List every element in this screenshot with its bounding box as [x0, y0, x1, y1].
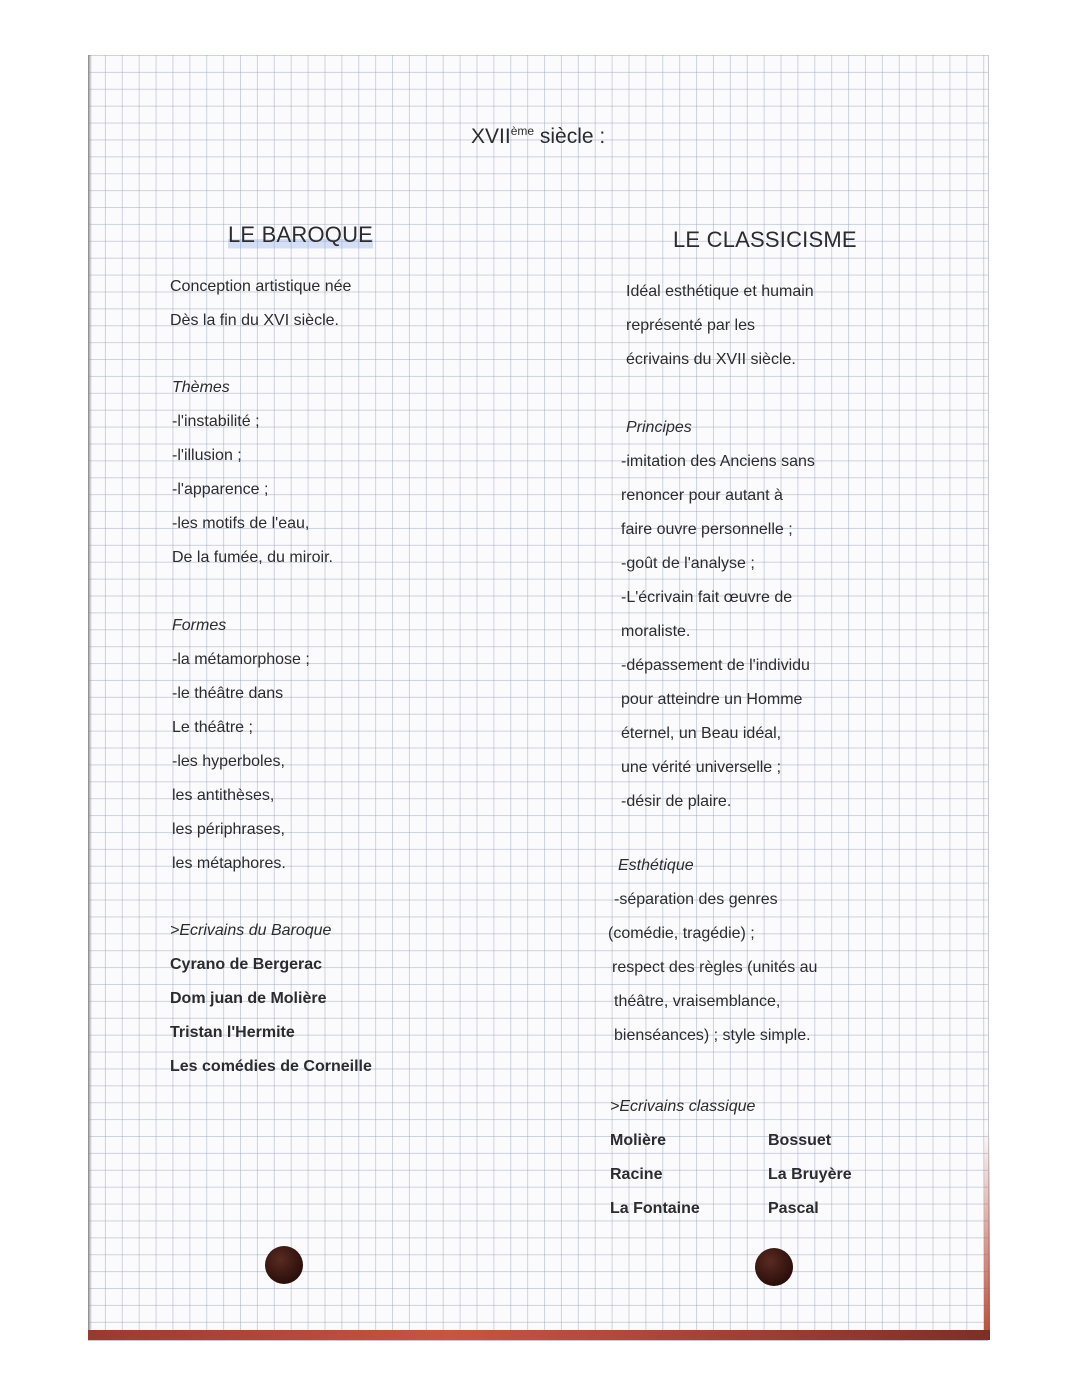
form-item: Le théâtre ; [172, 719, 253, 736]
sheet-edge-right [984, 1130, 990, 1340]
classicisme-aesthetic [608, 849, 817, 1053]
baroque-writer: Dom juan de Molière [170, 990, 327, 1007]
baroque-intro-line: Conception artistique née [170, 278, 352, 295]
themes-label: Thèmes [172, 379, 230, 396]
baroque-writer: Cyrano de Bergerac [170, 956, 323, 973]
title-rest: siècle : [534, 125, 606, 148]
principle-item: une vérité universelle ; [621, 759, 782, 776]
classicisme-writers-right [768, 1124, 852, 1226]
form-item: -les hyperboles, [172, 753, 285, 770]
title-century: XVII [471, 125, 511, 148]
aesthetic-label: Esthétique [618, 857, 694, 874]
forms-label: Formes [172, 617, 227, 634]
principle-item: -imitation des Anciens sans [621, 453, 815, 470]
baroque-writer: Tristan l'Hermite [170, 1024, 295, 1041]
classic-writer: La Fontaine [610, 1200, 700, 1217]
sheet-edge-bottom [88, 1330, 990, 1340]
classicisme-writers-label: >Ecrivains classique [610, 1098, 756, 1115]
classic-writer: Pascal [768, 1200, 819, 1217]
aesthetic-item: bienséances) ; style simple. [614, 1027, 811, 1044]
sheet-shadow-left [88, 55, 92, 1340]
aesthetic-item: -séparation des genres [614, 891, 778, 908]
punch-hole-left [265, 1246, 303, 1284]
aesthetic-item: théâtre, vraisemblance, [614, 993, 781, 1010]
form-item: les périphrases, [172, 821, 285, 838]
principle-item: pour atteindre un Homme [621, 691, 803, 708]
theme-item: De la fumée, du miroir. [172, 549, 333, 566]
classic-writer: Racine [610, 1166, 663, 1183]
baroque-heading: LE BAROQUE [228, 218, 373, 252]
theme-item: -l'instabilité ; [172, 413, 260, 430]
form-item: -le théâtre dans [172, 685, 284, 702]
classic-writer: La Bruyère [768, 1166, 852, 1183]
punch-hole-right [755, 1248, 793, 1286]
classicisme-intro-line: Idéal esthétique et humain [626, 283, 814, 300]
classic-writer: Molière [610, 1132, 667, 1149]
baroque-writers [170, 914, 372, 1084]
classicisme-principles [621, 411, 815, 819]
theme-item: -l'apparence ; [172, 481, 269, 498]
form-item: les métaphores. [172, 855, 286, 872]
classicisme-intro [626, 275, 814, 377]
aesthetic-item: respect des règles (unités au [612, 959, 818, 976]
page-title [471, 124, 605, 149]
baroque-writer: Les comédies de Corneille [170, 1058, 372, 1075]
principle-item: -dépassement de l'individu [621, 657, 810, 674]
baroque-themes [172, 371, 333, 575]
principle-item: -désir de plaire. [621, 793, 732, 810]
classicisme-writers-label-block [610, 1090, 755, 1124]
principle-item: -L'écrivain fait œuvre de [621, 589, 793, 606]
baroque-writers-label: >Ecrivains du Baroque [170, 922, 332, 939]
classicisme-writers-left [610, 1124, 700, 1226]
aesthetic-item: (comédie, tragédie) ; [608, 925, 755, 942]
title-suffix: ème [510, 124, 535, 138]
principle-item: -goût de l'analyse ; [621, 555, 755, 572]
theme-item: -l'illusion ; [172, 447, 242, 464]
classicisme-intro-line: représenté par les [626, 317, 755, 334]
principle-item: faire ouvre personnelle ; [621, 521, 793, 538]
theme-item: -les motifs de l'eau, [172, 515, 310, 532]
principles-label: Principes [626, 419, 692, 436]
classicisme-intro-line: écrivains du XVII siècle. [626, 351, 796, 368]
form-item: les antithèses, [172, 787, 275, 804]
classicisme-heading: LE CLASSICISME [673, 227, 857, 252]
principle-item: éternel, un Beau idéal, [621, 725, 782, 742]
classic-writer: Bossuet [768, 1132, 832, 1149]
form-item: -la métamorphose ; [172, 651, 310, 668]
principle-item: moraliste. [621, 623, 691, 640]
principle-item: renoncer pour autant à [621, 487, 783, 504]
baroque-intro [170, 270, 351, 338]
baroque-forms [172, 609, 310, 881]
baroque-intro-line: Dès la fin du XVI siècle. [170, 312, 339, 329]
